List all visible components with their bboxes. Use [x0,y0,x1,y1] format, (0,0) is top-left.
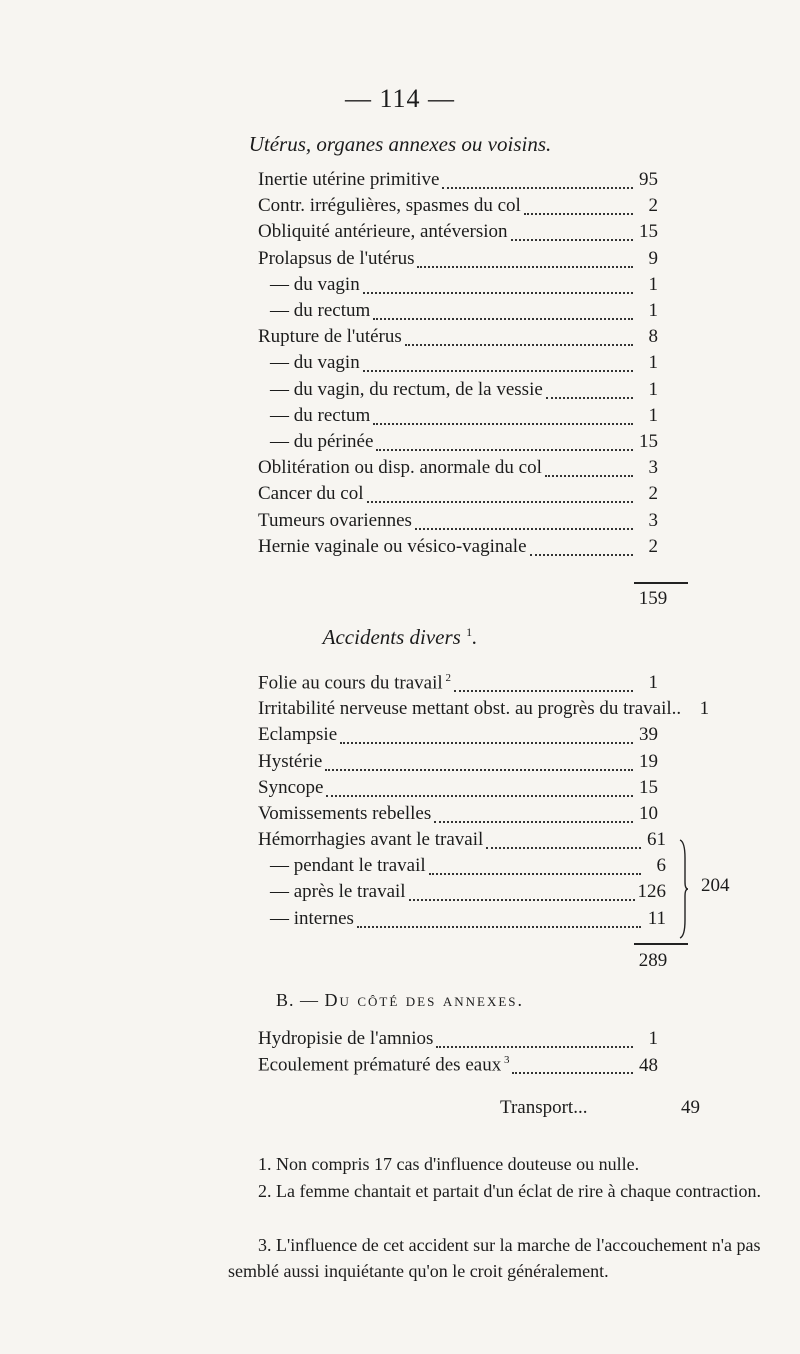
table-row [258,248,658,274]
row-value: 126 [637,881,666,903]
leader-dots [511,239,633,241]
leader-dots [415,528,633,530]
row-value: 2 [648,195,658,217]
footnote: 3. L'influence de cet accident sur la marche de l'accouchement n'a pas semblé aussi inquiétante qu'on le croit généralement. [228,1235,761,1281]
row-label: — du périnée [270,431,374,452]
row-value: 9 [648,247,658,269]
brace [679,838,689,940]
table-row [258,169,658,195]
row-value: 15 [639,221,658,243]
transport-line [500,1097,700,1119]
footnote-ref: 1 [466,625,473,639]
section-total: 289 [638,950,668,971]
row-label: Vomissements rebelles [258,803,432,824]
leader-dots [417,266,633,268]
row-label: — pendant le travail [270,855,426,877]
row-value: 61 [647,829,666,850]
table-row [258,698,710,724]
row-label: Tumeurs ovariennes [258,509,412,531]
row-label: Prolapsus de l'utérus [258,247,415,269]
leader-dots [373,423,633,425]
leader-dots [545,475,633,477]
row-label: — du rectum [270,300,371,321]
leader-dots [442,187,633,189]
row-label: Syncope [258,776,324,798]
leader-dots [486,847,641,849]
table-row [258,855,666,881]
leader-dots [546,397,633,399]
table-row [258,829,666,855]
section-title-accidents-text: Accidents divers [322,625,461,649]
table-row [258,1054,658,1080]
leader-dots [434,821,633,823]
table-row [258,483,658,509]
table-row [258,457,658,483]
table-row [258,352,658,378]
leader-dots [363,370,633,372]
table-row [258,803,658,829]
row-label: Inertie utérine primitive [258,169,440,190]
row-value: 95 [639,169,658,190]
table-row [258,379,658,405]
table-row [258,672,658,698]
table-row [258,1028,658,1054]
row-value: 1 [648,404,658,426]
table-row [258,300,658,326]
row-label: — internes [270,907,354,929]
leader-dots [454,690,633,692]
row-label: — du rectum [270,404,371,426]
table-row [258,881,666,907]
row-label: Hémorrhagies avant le travail [258,829,484,850]
row-value: 48 [639,1054,658,1076]
row-value: 1 [648,672,658,694]
row-label: Rupture de l'utérus [258,326,402,348]
footnote-ref: 2 [442,672,451,684]
total-rule [634,582,688,584]
section-title-uterus: Utérus, organes annexes ou voisins. [248,132,552,156]
leader-dots [524,213,633,215]
row-label: Cancer du col [258,483,364,505]
row-value: 10 [639,803,658,824]
section-total: 159 [638,588,668,609]
row-label: Hystérie [258,750,323,772]
leader-dots [376,449,633,451]
row-label: — après le travail [270,881,406,903]
leader-dots [436,1046,633,1048]
footnote: 1. Non compris 17 cas d'influence douteuse ou nulle. [258,1154,640,1174]
row-label: Ecoulement prématuré des eaux $^3$ [258,1054,510,1076]
hemorrhage-subtotal: 204 [701,875,730,896]
leader-dots [409,899,635,901]
subsection-title-text: Du côté des annexes. [324,990,525,1010]
table-row [258,195,658,221]
table-row [258,405,658,431]
leader-dots [530,554,633,556]
table-row [258,777,658,803]
leader-dots [405,344,633,346]
leader-dots [363,292,633,294]
row-value: 19 [639,750,658,772]
row-value: 3 [648,509,658,531]
page-number: — 114 — [344,84,456,113]
leader-dots [326,795,633,797]
table-row [258,908,666,934]
row-value: 6 [656,855,666,877]
row-label: Obliquité antérieure, antéversion [258,221,508,243]
row-label: Contr. irrégulières, spasmes du col [258,195,521,217]
table-row [258,274,658,300]
row-label: Irritabilité nerveuse mettant obst. au progrès du travail.. [258,698,682,720]
leader-dots [367,501,633,503]
row-label: Folie au cours du travail $^2$ [258,672,451,694]
row-value: 3 [648,457,658,479]
row-value: 11 [647,907,666,929]
row-value: 8 [648,326,658,348]
section-title-accidents: Accidents divers $^1$. [322,625,478,649]
subsection-prefix: B. — [275,990,325,1010]
row-label: Hydropisie de l'amnios [258,1028,434,1049]
transport-label: Transport... [500,1097,588,1118]
leader-dots [357,926,641,928]
row-value: 1 [648,378,658,400]
subsection-title [0,990,800,1011]
row-label: Hernie vaginale ou vésico-vaginale [258,535,527,557]
row-value: 1 [648,273,658,295]
row-value: 2 [648,535,658,557]
row-value: 39 [639,724,658,746]
row-value: 1 [648,300,658,321]
row-label: Eclampsie [258,724,338,746]
table-row [258,536,658,562]
row-value: 15 [639,431,658,452]
leader-dots [512,1072,633,1074]
row-label: — du vagin [270,273,360,295]
row-label: — du vagin [270,352,360,374]
row-label: — du vagin, du rectum, de la vessie [270,378,543,400]
table-row [258,510,658,536]
transport-value: 49 [681,1097,700,1118]
leader-dots [340,742,633,744]
leader-dots [325,769,633,771]
row-value: 15 [639,776,658,798]
leader-dots [373,318,633,320]
row-value: 2 [648,483,658,505]
total-rule [634,943,688,945]
table-row [258,751,658,777]
footnote: 2. La femme chantait et partait d'un éclat de rire à chaque contraction. [258,1181,761,1201]
row-label: Oblitération ou disp. anormale du col [258,457,542,479]
table-row [258,221,658,247]
row-value: 1 [648,352,658,374]
table-row [258,326,658,352]
leader-dots [429,873,641,875]
row-value: 1 [699,698,710,720]
footnote-ref: 3 [501,1054,510,1067]
table-row [258,724,658,750]
table-row [258,431,658,457]
row-value: 1 [648,1028,658,1049]
